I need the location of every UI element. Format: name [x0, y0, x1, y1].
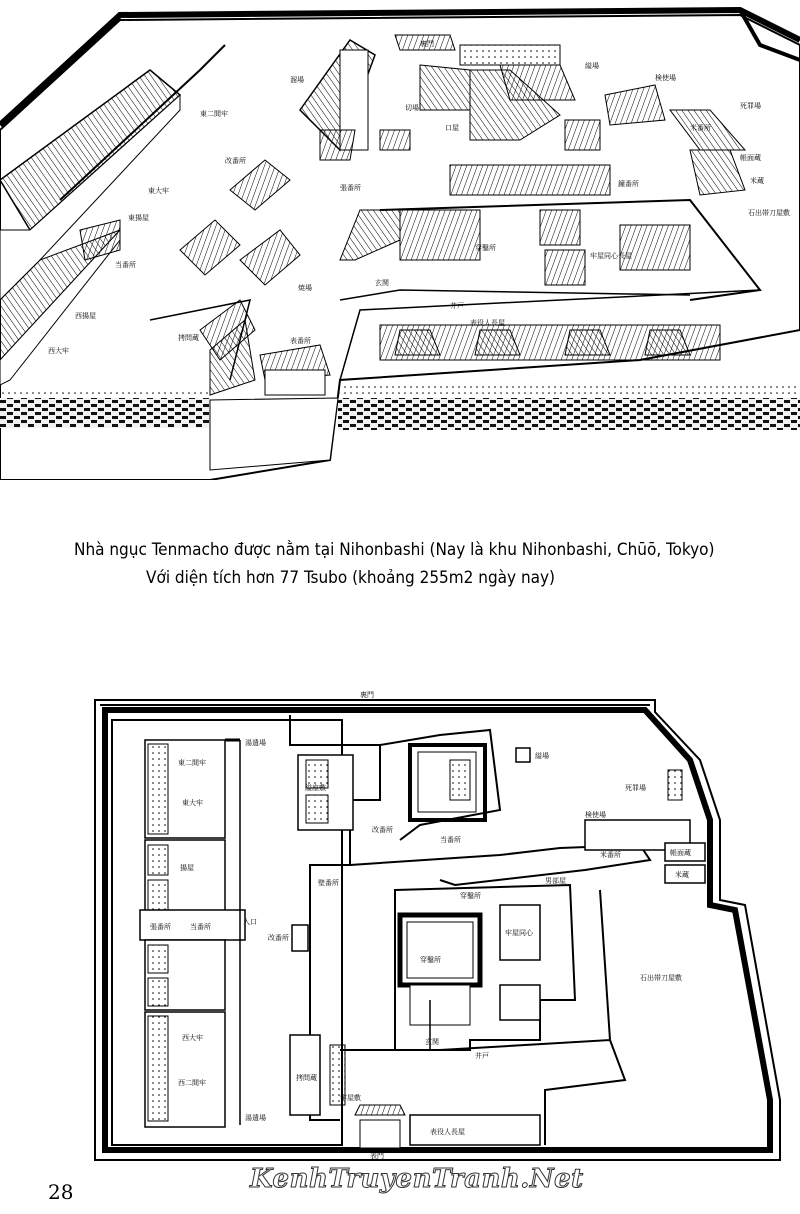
plan-drinking: 揚屋 — [180, 864, 194, 872]
plan-kai: 改番所 — [268, 934, 289, 942]
label-execution-field: 死罪場 — [740, 102, 761, 110]
plan-yaku: 壁番所 — [318, 879, 339, 887]
label-east-big: 東大牢 — [148, 187, 169, 195]
plan-hanging-room: 縊座敷 — [305, 784, 326, 792]
plan-rice-office: 米番所 — [600, 851, 621, 859]
label-fire-field: 焼場 — [298, 284, 312, 292]
plan-rice-store: 米蔵 — [675, 871, 689, 879]
plan-stationery: 帳面蔵 — [670, 849, 691, 857]
prison-floor-plan — [0, 680, 800, 1200]
plan-well: 井戸 — [475, 1052, 489, 1060]
label-tamari: 溜場 — [290, 76, 304, 84]
plan-entrance: 入口 — [243, 918, 257, 926]
caption-line-2: Với diện tích hơn 77 Tsubo (khoảng 255m2 ngày nay) — [146, 568, 556, 588]
watermark: KenhTruyenTranh.Net — [250, 1164, 584, 1194]
label-rice-store: 米蔵 — [750, 177, 764, 185]
prison-birdseye-illustration — [0, 0, 800, 480]
label-west-big: 西大牢 — [48, 347, 69, 355]
label-east-drinking: 東揚屋 — [128, 214, 149, 222]
label-rear-gate: 裏門 — [420, 40, 434, 48]
label-stationery-store: 帳面蔵 — [740, 154, 761, 162]
plan-front-gate: 玄関 — [425, 1038, 439, 1046]
label-main-office: 表番所 — [290, 337, 311, 345]
label-rice-office: 米番所 — [690, 124, 711, 132]
plan-execution: 死罪場 — [625, 784, 646, 792]
plan-servant: 牢屋同心 — [505, 929, 533, 937]
plan-kai2: 改番所 — [372, 826, 393, 834]
label-servant-hall: 牢屋同心長屋 — [590, 252, 632, 260]
label-messenger-field: 検使場 — [655, 74, 676, 82]
plan-guard-room: 当番所 — [190, 923, 211, 931]
plan-tamari-s: 湯遣場 — [245, 1114, 266, 1122]
plan-inspection: 表役人長屋 — [430, 1128, 465, 1136]
plan-front-gate-main: 表門 — [370, 1152, 384, 1160]
label-inspection-hall: 表役人長屋 — [470, 319, 505, 327]
plan-messenger: 検使場 — [585, 811, 606, 819]
label-mouth-room: 口屋 — [445, 124, 459, 132]
plan-tosan: 当番所 — [440, 836, 461, 844]
label-cutting-field: 切場 — [405, 104, 419, 112]
plan-tamari-n: 湯遣場 — [245, 739, 266, 747]
label-front-gate: 玄関 — [375, 279, 389, 287]
label-interrogation: 拷問蔵 — [178, 334, 199, 342]
label-east-two: 東二間牢 — [200, 110, 228, 118]
plan-east-two: 東二間牢 — [178, 759, 206, 767]
plan-ishide: 石出帯刀屋敷 — [640, 974, 682, 982]
plan-interrogation: 拷問蔵 — [296, 1074, 317, 1082]
label-well: 井戸 — [450, 302, 464, 310]
label-gallows: 縊場 — [585, 62, 599, 70]
label-drum-office: 鐘番所 — [618, 180, 639, 188]
plan-east-big: 東大牢 — [182, 799, 203, 807]
plan-gallows: 縊場 — [535, 752, 549, 760]
plan-doctor-room: 牢屋敷 — [340, 1094, 361, 1102]
label-west-drinking: 西揚屋 — [75, 312, 96, 320]
plan-rear-gate: 裏門 — [360, 691, 374, 699]
plan-eho: 穿鑿所 — [460, 892, 481, 900]
plan-male-quarters: 男部屋 — [545, 877, 566, 885]
page-number: 28 — [48, 1180, 74, 1204]
label-kai-office: 改番所 — [225, 157, 246, 165]
plan-guard-post: 穿鑿所 — [420, 956, 441, 964]
label-guard-post: 穿鑿所 — [475, 244, 496, 252]
plan-west-big: 西大牢 — [182, 1034, 203, 1042]
plan-west-two: 西二間牢 — [178, 1079, 206, 1087]
caption-line-1: Nhà ngục Tenmacho được nằm tại Nihonbashi (Nay là khu Nihonbashi, Chūō, Tokyo) — [74, 540, 715, 560]
label-guard-room: 当番所 — [115, 261, 136, 269]
plan-chou: 張番所 — [150, 923, 171, 931]
label-ishide-mansion: 石出帯刀屋敷 — [748, 209, 790, 217]
label-chou-office: 張番所 — [340, 184, 361, 192]
